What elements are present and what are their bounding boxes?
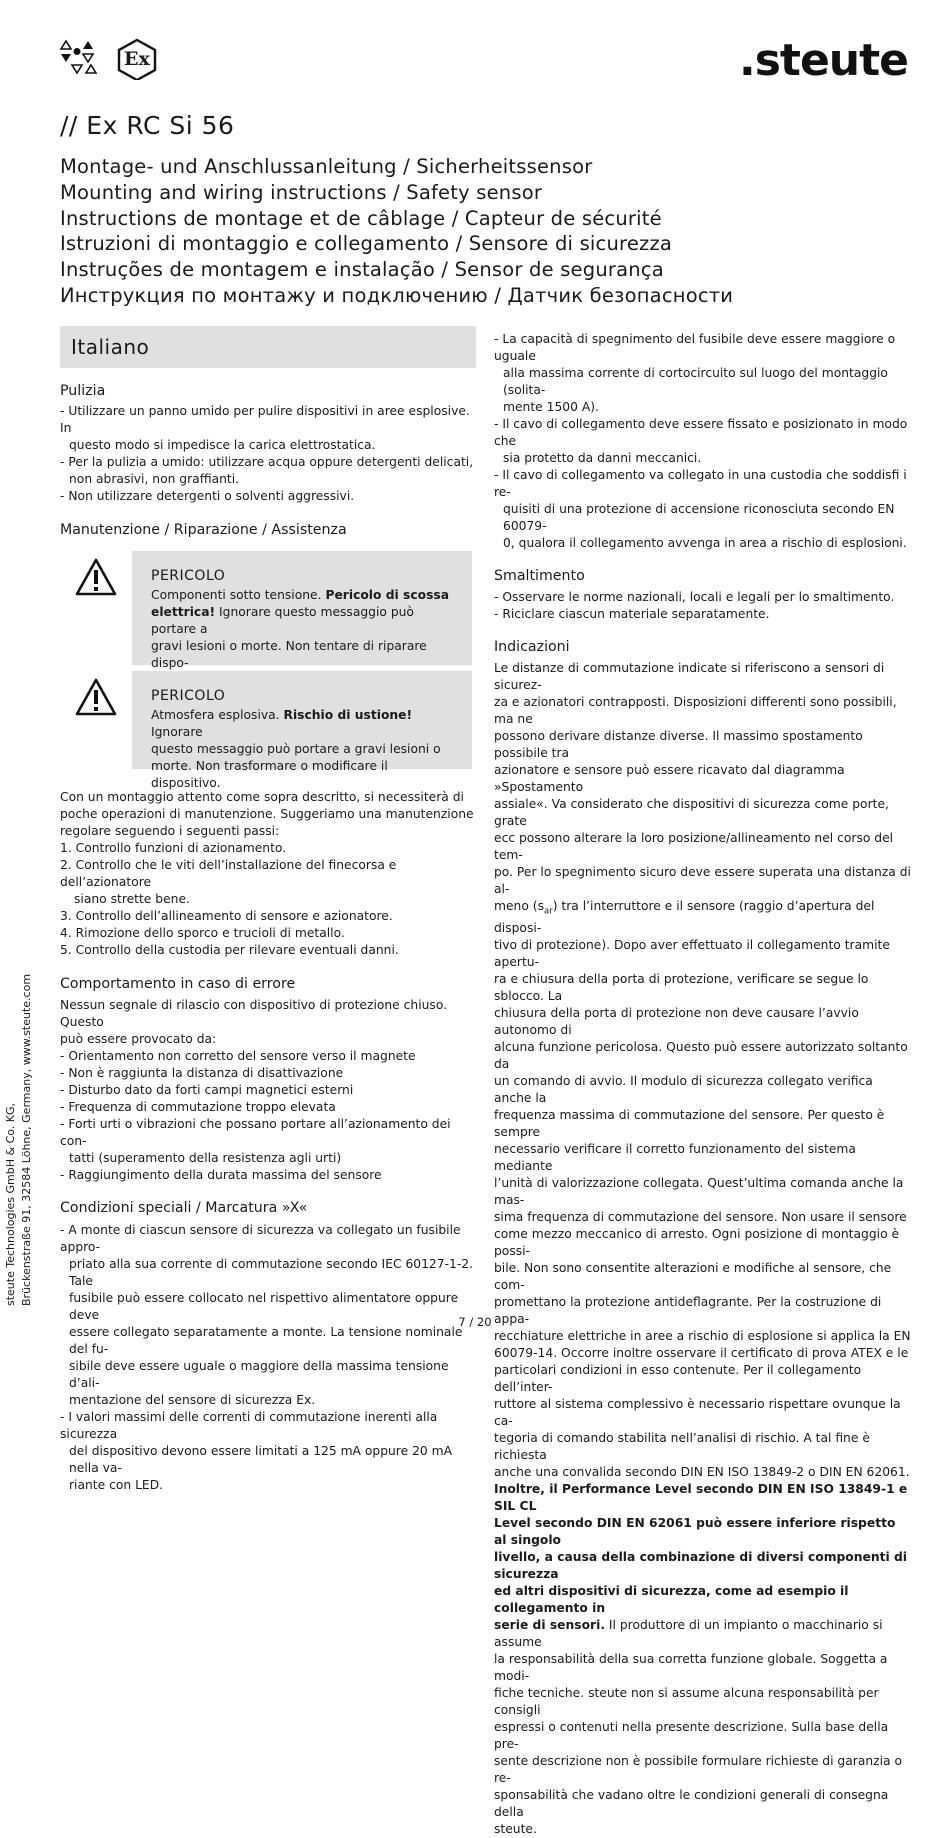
list-item-line: mentazione del sensore di sicurezza Ex. bbox=[69, 1393, 316, 1407]
list-item-line: - Osservare le norme nazionali, locali e legali per lo smaltimento. bbox=[494, 590, 895, 604]
paragraph-line: necessario verificare il corretto funzionamento del sistema mediante bbox=[494, 1142, 856, 1174]
text-part: ) tra l’interruttore e il sensore (raggio d’apertura del disposi- bbox=[494, 899, 875, 936]
paragraph-line-bold: ed altri dispositivi di sicurezza, come ad esempio il collegamento in bbox=[494, 1584, 849, 1616]
paragraph-line: frequenza massima di commutazione del sensore. Per questo è sempre bbox=[494, 1108, 885, 1140]
paragraph-line: sima frequenza di commutazione del sensore. Non usare il sensore bbox=[494, 1210, 907, 1225]
product-title: // Ex RC Si 56 bbox=[60, 111, 235, 140]
list-item-line: 5. Controllo della custodia per rilevare eventuali danni. bbox=[60, 943, 399, 957]
language-banner: Italiano bbox=[60, 326, 476, 368]
list-item-line: - Non è raggiunta la distanza di disattivazione bbox=[60, 1066, 344, 1080]
list-item-line: alla massima corrente di cortocircuito sul luogo del montaggio (solita- bbox=[503, 366, 888, 397]
warning-triangle-icon bbox=[74, 677, 118, 717]
brand-logo: .steute bbox=[739, 35, 908, 86]
danger-text-part: morte. Non trasformare o modificare il dispositivo. bbox=[151, 759, 388, 790]
list-item-line: - Utilizzare un panno umido per pulire dispositivi in aree esplosive. In bbox=[60, 404, 470, 435]
right-column bbox=[494, 331, 912, 1838]
list-item-line: fusibile può essere collocato nel rispettivo alimentatore oppure deve bbox=[69, 1291, 459, 1322]
paragraph-line: come mezzo meccanico di arresto. Ogni posizione di montaggio è possi- bbox=[494, 1227, 900, 1259]
danger-text-part: Ignorare questo messaggio può portare a bbox=[151, 605, 414, 636]
list-item-line: non abrasivi, non graffianti. bbox=[69, 472, 240, 486]
paragraph-line: assiale«. Va considerato che dispositivi di sicurezza come porte, grate bbox=[494, 797, 889, 828]
list-item-line: 1. Controllo funzioni di azionamento. bbox=[60, 841, 287, 855]
list-item-line: - Frequenza di commutazione troppo elevata bbox=[60, 1100, 336, 1114]
text-part-bold: serie di sensori. bbox=[494, 1618, 605, 1633]
list-item-line: - Raggiungimento della durata massima del sensore bbox=[60, 1168, 382, 1182]
list-item-line: mente 1500 A). bbox=[503, 400, 599, 414]
subtitle-fr: Instructions de montage et de câblage / Capteur de sécurité bbox=[60, 206, 662, 230]
paragraph-line: recchiature elettriche in aree a rischio di esplosione si applica la EN bbox=[494, 1329, 911, 1344]
paragraph-line: steute. bbox=[494, 1822, 537, 1837]
list-item-line: tatti (superamento della resistenza agli urti) bbox=[69, 1151, 342, 1165]
danger-box bbox=[132, 551, 472, 670]
maintenance-intro bbox=[60, 789, 480, 840]
list-item-line: - Disturbo dato da forti campi magnetici esterni bbox=[60, 1083, 354, 1097]
list-item-line: del dispositivo devono essere limitati a 125 mA oppure 20 mA nella va- bbox=[69, 1444, 453, 1475]
paragraph-line: 60079-14. Occorre inoltre osservare il certificato di prova ATEX e le bbox=[494, 1346, 909, 1361]
danger-notice bbox=[60, 551, 480, 670]
danger-text-part: questo messaggio può portare a gravi lesioni o bbox=[151, 742, 441, 756]
ex-symbol-label: Ex bbox=[124, 48, 150, 70]
subscript: ar bbox=[543, 906, 553, 917]
company-side-line-2: Brückenstraße 91, 32584 Löhne, Germany, www.steute.com bbox=[20, 973, 33, 1306]
list-item-line: - Il cavo di collegamento va collegato in una custodia che soddisfi i re- bbox=[494, 468, 907, 499]
conditions-continued-list bbox=[494, 331, 912, 552]
list-item-line: - Non utilizzare detergenti o solventi aggressivi. bbox=[60, 489, 355, 503]
list-item-line: sibile deve essere uguale o maggiore della massima tensione d’ali- bbox=[69, 1359, 449, 1390]
paragraph-line: po. Per lo spegnimento sicuro deve essere superata una distanza di al- bbox=[494, 865, 911, 896]
danger-text-bold: Rischio di ustione! bbox=[283, 708, 413, 722]
paragraph-line: poche operazioni di manutenzione. Suggeriamo una manutenzione bbox=[60, 807, 474, 821]
list-item-line: questo modo si impedisce la carica elettrostatica. bbox=[69, 438, 376, 452]
paragraph-line-bold: livello, a causa della combinazione di diversi componenti di sicurezza bbox=[494, 1550, 907, 1582]
list-item-line: - Orientamento non corretto del sensore verso il magnete bbox=[60, 1049, 416, 1063]
paragraph-line: Con un montaggio attento come sopra descritto, si necessiterà di bbox=[60, 790, 464, 804]
list-item-line: - I valori massimi delle correnti di commutazione inerenti alla sicurezza bbox=[60, 1410, 438, 1441]
disposal-list bbox=[494, 589, 912, 623]
danger-text bbox=[151, 707, 458, 792]
subtitle-pt: Instruções de montagem e instalação / Sensor de segurança bbox=[60, 258, 664, 282]
section-heading-condizioni: Condizioni speciali / Marcatura »X« bbox=[60, 1200, 308, 1216]
paragraph-line: l’unità di valorizzazione collegata. Quest’ultima comanda anche la mas- bbox=[494, 1176, 904, 1208]
paragraph-line: ruttore al sistema complessivo è necessario rispettare ovunque la ca- bbox=[494, 1397, 901, 1429]
paragraph-line bbox=[494, 898, 912, 937]
document-subtitles bbox=[60, 154, 920, 309]
subtitle-ru: Инструкция по монтажу и подключению / Датчик безопасности bbox=[60, 283, 734, 307]
paragraph-line: promettano la protezione antideflagrante. Per la costruzione di appa- bbox=[494, 1295, 882, 1327]
text-part: Il produttore di un impianto o macchinario si assume bbox=[494, 1618, 883, 1650]
paragraph-line: za e azionatori contrapposti. Disposizioni differenti sono possibili, ma ne bbox=[494, 695, 897, 726]
danger-text-part: Componenti sotto tensione. bbox=[151, 588, 326, 602]
list-item-line: - A monte di ciascun sensore di sicurezza va collegato un fusibile appro- bbox=[60, 1223, 461, 1254]
list-item-line: essere collegato separatamente a monte. La tensione nominale del fu- bbox=[69, 1325, 463, 1356]
danger-box bbox=[132, 671, 472, 790]
list-item-line: - Il cavo di collegamento deve essere fissato e posizionato in modo che bbox=[494, 417, 908, 448]
list-item-line: sia protetto da danni meccanici. bbox=[503, 451, 702, 465]
section-heading-smaltimento: Smaltimento bbox=[494, 568, 585, 584]
danger-text-bold: elettrica! bbox=[151, 605, 216, 619]
page-number: 7 / 20 bbox=[458, 1315, 492, 1329]
list-item-line: priato alla sua corrente di commutazione secondo IEC 60127-1-2. Tale bbox=[69, 1257, 474, 1288]
danger-title: PERICOLO bbox=[151, 568, 226, 584]
paragraph-line: un comando di avvio. Il modulo di sicurezza collegato verifica anche la bbox=[494, 1074, 873, 1106]
section-heading-errore: Comportamento in caso di errore bbox=[60, 976, 296, 992]
list-item-line: siano strette bene. bbox=[74, 892, 190, 906]
paragraph-line: può essere provocato da: bbox=[60, 1032, 217, 1046]
header-logo-row bbox=[58, 35, 908, 86]
danger-text-part: gravi lesioni o morte. Non tentare di riparare dispo- bbox=[151, 639, 427, 670]
paragraph-line: bile. Non sono consentite alterazioni e modifiche al sensore, che com- bbox=[494, 1261, 892, 1293]
paragraph-line: particolari condizioni in esso contenute. Per il collegamento dell’inter- bbox=[494, 1363, 862, 1395]
ex-icon-group bbox=[58, 38, 158, 84]
maintenance-steps bbox=[60, 840, 480, 959]
paragraph-line: ecc possono alterare la loro posizione/allineamento nel corso del tem- bbox=[494, 831, 894, 862]
pulizia-list bbox=[60, 403, 480, 505]
danger-text-bold: Pericolo di scossa bbox=[325, 588, 450, 602]
paragraph-line: anche una convalida secondo DIN EN ISO 13849-2 o DIN EN 62061. bbox=[494, 1465, 910, 1480]
paragraph-line: Nessun segnale di rilascio con dispositivo di protezione chiuso. Questo bbox=[60, 998, 448, 1029]
paragraph-line: fiche tecniche. steute non si assume alcuna responsabilità per consigli bbox=[494, 1686, 879, 1718]
list-item-line: quisiti di una protezione di accensione riconosciuta secondo EN 60079- bbox=[503, 502, 895, 533]
list-item-line: - Per la pulizia a umido: utilizzare acqua oppure detergenti delicati, bbox=[60, 455, 474, 469]
text-part: meno (s bbox=[494, 899, 544, 913]
paragraph-line: sponsabilità che vadano oltre le condizioni generali di consegna della bbox=[494, 1788, 889, 1820]
notes-paragraph bbox=[494, 660, 912, 1838]
list-item-line: riante con LED. bbox=[69, 1478, 164, 1492]
subtitle-en: Mounting and wiring instructions / Safety sensor bbox=[60, 180, 543, 204]
conditions-list bbox=[60, 1222, 480, 1494]
danger-text-part: Atmosfera esplosiva. bbox=[151, 708, 284, 722]
list-item-line: - La capacità di spegnimento del fusibile deve essere maggiore o uguale bbox=[494, 332, 896, 363]
danger-text-part: Ignorare bbox=[151, 725, 203, 739]
danger-notice bbox=[60, 671, 480, 790]
paragraph-line: Le distanze di commutazione indicate si riferiscono a sensori di sicurez- bbox=[494, 661, 885, 692]
danger-title: PERICOLO bbox=[151, 688, 226, 704]
paragraph-line-bold: Inoltre, il Performance Level secondo DIN EN ISO 13849-1 e SIL CL bbox=[494, 1482, 908, 1514]
list-item-line: 2. Controllo che le viti dell’installazione del finecorsa e dell’azionatore bbox=[60, 858, 397, 889]
section-heading-pulizia: Pulizia bbox=[60, 383, 106, 399]
paragraph-line: la responsabilità della sua corretta funzione globale. Soggetta a modi- bbox=[494, 1652, 888, 1684]
list-item-line: - Riciclare ciascun materiale separatamente. bbox=[494, 607, 770, 621]
paragraph-line: regolare seguendo i seguenti passi: bbox=[60, 824, 280, 838]
paragraph-line: alcuna funzione pericolosa. Questo può essere autorizzato soltanto da bbox=[494, 1040, 908, 1072]
list-item-line: 0, qualora il collegamento avvenga in area a rischio di esplosioni. bbox=[503, 536, 907, 550]
list-item-line: 3. Controllo dell’allineamento di sensore e azionatore. bbox=[60, 909, 393, 923]
paragraph-line: espressi o contenuti nella presente descrizione. Sulla base della pre- bbox=[494, 1720, 889, 1752]
warning-triangle-icon bbox=[74, 557, 118, 597]
error-causes-list bbox=[60, 1048, 480, 1184]
list-item-line: - Forti urti o vibrazioni che possano portare all’azionamento dei con- bbox=[60, 1117, 451, 1148]
paragraph-line bbox=[494, 1617, 912, 1651]
subtitle-de: Montage- und Anschlussanleitung / Sicherheitssensor bbox=[60, 155, 593, 178]
paragraph-line: sente descrizione non è possibile formulare richieste di garanzia o re- bbox=[494, 1754, 902, 1786]
section-heading-indicazioni: Indicazioni bbox=[494, 639, 570, 655]
subtitle-it: Istruzioni di montaggio e collegamento / Sensore di sicurezza bbox=[60, 232, 673, 256]
company-side-line-1: steute Technologies GmbH & Co. KG, bbox=[4, 1102, 17, 1306]
paragraph-line-bold: Level secondo DIN EN 62061 può essere inferiore rispetto al singolo bbox=[494, 1516, 896, 1548]
paragraph-line: azionatore e sensore può essere ricavato dal diagramma »Spostamento bbox=[494, 763, 845, 794]
paragraph-line: chiusura della porta di protezione non deve causare l’avvio autonomo di bbox=[494, 1006, 859, 1038]
section-heading-manutenzione: Manutenzione / Riparazione / Assistenza bbox=[60, 522, 347, 538]
paragraph-line: possono derivare distanze diverse. Il massimo spostamento possibile tra bbox=[494, 729, 863, 760]
paragraph-line: tegoria di comando stabilita nell’analisi di rischio. A tal fine è richiesta bbox=[494, 1431, 870, 1463]
paragraph-line: tivo di protezione). Dopo aver effettuato il collegamento tramite apertu- bbox=[494, 938, 890, 970]
list-item-line: 4. Rimozione dello sporco e trucioli di metallo. bbox=[60, 926, 345, 940]
error-intro bbox=[60, 997, 480, 1048]
paragraph-line: ra e chiusura della porta di protezione, verificare se segue lo sblocco. La bbox=[494, 972, 869, 1004]
